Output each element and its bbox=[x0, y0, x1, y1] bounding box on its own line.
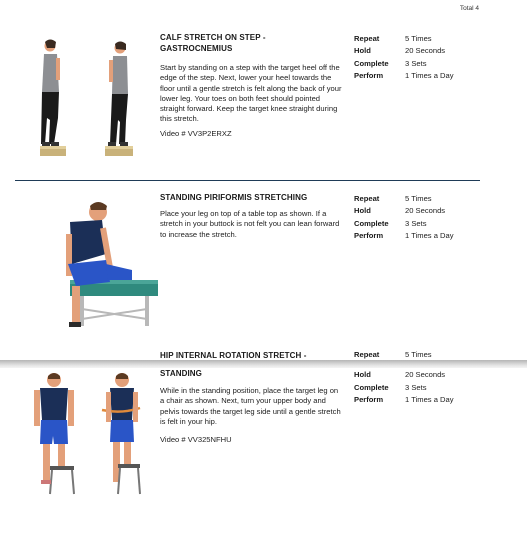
exercise-calf-stretch bbox=[0, 28, 527, 178]
param-label: Repeat bbox=[354, 193, 380, 203]
exercise-description: While in the standing position, place the target leg on a chair as shown. Next, turn your upper body and pelvis towards the target leg side until a gentle stretch is felt in your hip. bbox=[160, 386, 341, 426]
hip-rotation-image bbox=[20, 370, 160, 510]
video-id: Video # VV3P2ERXZ bbox=[160, 129, 232, 138]
section-divider bbox=[15, 180, 480, 181]
param-label: Repeat bbox=[354, 33, 380, 43]
param-value: 3 Sets bbox=[405, 382, 427, 392]
param-label: Complete bbox=[354, 58, 389, 68]
param-value: 5 Times bbox=[405, 349, 432, 359]
exercise-title: STANDING PIRIFORMIS STRETCHING bbox=[160, 193, 308, 202]
exercise-piriformis-stretch bbox=[0, 188, 527, 338]
exercise-title: CALF STRETCH ON STEP - GASTROCNEMIUS bbox=[160, 33, 266, 53]
param-value: 20 Seconds bbox=[405, 46, 446, 56]
exercise-title: HIP INTERNAL ROTATION STRETCH - bbox=[160, 351, 307, 360]
calf-stretch-image bbox=[20, 36, 160, 171]
video-id: Video # VV325NFHU bbox=[160, 435, 232, 444]
param-value: 1 Times a Day bbox=[405, 231, 454, 241]
exercise-title-continued: STANDING bbox=[160, 369, 202, 378]
piriformis-illustration bbox=[20, 194, 160, 334]
piriformis-image bbox=[20, 194, 160, 334]
param-label: Complete bbox=[354, 382, 389, 392]
param-label: Hold bbox=[354, 46, 371, 56]
param-label: Hold bbox=[354, 206, 371, 216]
param-label: Perform bbox=[354, 231, 384, 241]
param-value: 20 Seconds bbox=[405, 206, 446, 216]
param-value: 1 Times a Day bbox=[405, 71, 454, 81]
exercise-params bbox=[354, 192, 454, 242]
param-label: Repeat bbox=[354, 349, 380, 359]
exercise-params bbox=[354, 32, 454, 82]
param-value: 1 Times a Day bbox=[405, 395, 454, 405]
param-value: 5 Times bbox=[405, 193, 432, 203]
param-label: Complete bbox=[354, 218, 389, 228]
exercise-hip-internal-rotation bbox=[0, 348, 527, 508]
param-value: 5 Times bbox=[405, 33, 432, 43]
param-label: Hold bbox=[354, 370, 371, 380]
total-count: Total 4 bbox=[459, 5, 479, 12]
param-label: Perform bbox=[354, 395, 384, 405]
param-value: 3 Sets bbox=[405, 58, 427, 68]
param-label: Perform bbox=[354, 71, 384, 81]
hip-rotation-illustration bbox=[20, 370, 160, 510]
exercise-params bbox=[354, 348, 454, 406]
exercise-description: Start by standing on a step with the target heel off the edge of the step. Next, lower your heel towards the floor until a gentle stretch is felt along the back of your lower leg. Your toes on both feet should pointed straight forward. Keep the target knee straight during this stretch. bbox=[160, 63, 342, 124]
calf-stretch-illustration bbox=[20, 36, 160, 171]
param-value: 20 Seconds bbox=[405, 370, 446, 380]
exercise-description: Place your leg on top of a table top as shown. If a stretch in your buttock is not felt you can lean forward to increase the stretch. bbox=[160, 209, 340, 239]
param-value: 3 Sets bbox=[405, 218, 427, 228]
